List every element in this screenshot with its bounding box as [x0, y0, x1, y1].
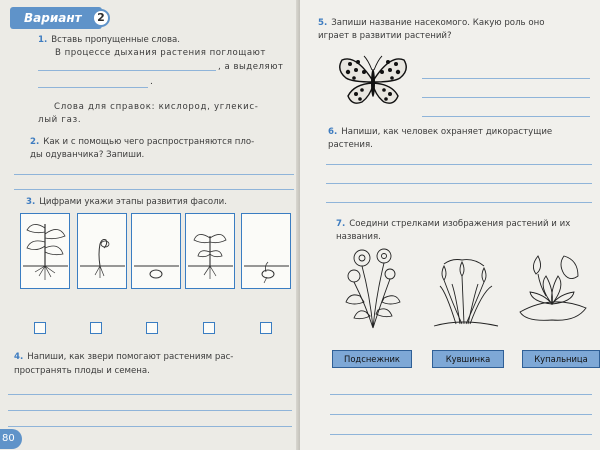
q2-answer-line-1[interactable] — [14, 174, 294, 175]
q4-text-2: пространять плоды и семена. — [14, 366, 150, 376]
right-answer-line-2[interactable] — [330, 414, 592, 415]
q2-answer-line-2[interactable] — [14, 189, 294, 190]
q7-number: 7. — [336, 219, 346, 229]
q5-text-2: играет в развитии растений? — [318, 31, 452, 41]
q6-text-1: Напиши, как человек охраняет дикорастущие — [341, 127, 553, 137]
q2-text-2: ды одуванчика? Запиши. — [30, 150, 145, 160]
q1-answer-line-1[interactable] — [38, 70, 216, 71]
q5-answer-line-1[interactable] — [422, 78, 590, 79]
page-number: 80 — [0, 429, 22, 449]
q7-prompt — [336, 218, 570, 231]
q4-answer-line-1[interactable] — [8, 394, 292, 395]
q1-prompt — [38, 34, 180, 47]
q1-hint-line-1: Слова для справок: кислород, углекис- — [54, 102, 259, 112]
variant-number: 2 — [92, 9, 110, 27]
q4-answer-line-2[interactable] — [8, 410, 292, 411]
bean-germinating-seed-drawing — [242, 214, 292, 290]
q6-answer-line-1[interactable] — [326, 164, 592, 165]
q6-answer-line-2[interactable] — [326, 183, 592, 184]
q4-number: 4. — [14, 352, 24, 362]
bean-stage-1 — [20, 213, 70, 289]
q2-prompt — [30, 136, 254, 149]
bean-stage-2 — [77, 213, 127, 289]
q2-number: 2. — [30, 137, 40, 147]
q1-sentence: В процессе дыхания растения поглощают — [55, 48, 266, 58]
stage-5-number-box[interactable] — [260, 322, 272, 334]
q5-number: 5. — [318, 18, 328, 28]
bean-stage-3 — [131, 213, 181, 289]
q5-prompt — [318, 17, 545, 30]
q1-period: . — [150, 77, 153, 87]
q1-hint-line-2: лый газ. — [38, 115, 82, 125]
q5-text-1: Запиши название насекомого. Какую роль оно — [331, 18, 545, 28]
variant-badge — [10, 7, 102, 29]
butterfly-illustration — [336, 52, 410, 110]
q6-prompt — [328, 126, 552, 139]
q4-text-1: Напиши, как звери помогают растениям рас- — [27, 352, 234, 362]
stage-4-number-box[interactable] — [203, 322, 215, 334]
name-button-water-lily[interactable]: Кувшинка — [432, 350, 504, 368]
stage-1-number-box[interactable] — [34, 322, 46, 334]
bean-seed-drawing — [132, 214, 182, 290]
q3-prompt — [26, 196, 227, 209]
stage-3-number-box[interactable] — [146, 322, 158, 334]
q5-answer-line-3[interactable] — [422, 116, 590, 117]
bean-mature-plant-drawing — [21, 214, 71, 290]
q1-prompt-text: Вставь пропущенные слова. — [51, 35, 181, 45]
q1-answer-line-2[interactable] — [38, 87, 148, 88]
snowdrop-drawing — [432, 256, 502, 330]
right-answer-line-3[interactable] — [330, 434, 592, 435]
q6-text-2: растения. — [328, 140, 373, 150]
right-answer-line-1[interactable] — [330, 394, 592, 395]
q6-number: 6. — [328, 127, 338, 137]
q2-text-1: Как и с помощью чего распространяются пло- — [43, 137, 255, 147]
q1-number: 1. — [38, 35, 48, 45]
q7-text-1: Соедини стрелками изображения растений и их — [349, 219, 571, 229]
right-page — [300, 0, 600, 450]
stage-2-number-box[interactable] — [90, 322, 102, 334]
q5-answer-line-2[interactable] — [422, 97, 590, 98]
q4-prompt — [14, 351, 233, 364]
name-button-globeflower[interactable]: Купальница — [522, 350, 600, 368]
bean-young-plant-drawing — [186, 214, 236, 290]
q7-text-2: названия. — [336, 232, 381, 242]
bean-stage-5 — [241, 213, 291, 289]
bean-stage-4 — [185, 213, 235, 289]
q3-number: 3. — [26, 197, 36, 207]
name-button-snowdrop[interactable]: Подснежник — [332, 350, 412, 368]
bean-sprout-drawing — [78, 214, 128, 290]
q6-answer-line-3[interactable] — [326, 202, 592, 203]
q4-answer-line-3[interactable] — [8, 426, 292, 427]
water-lily-drawing — [516, 246, 588, 326]
globeflower-drawing — [340, 246, 406, 336]
q1-sentence-mid: , а выделяют — [218, 62, 284, 72]
q3-text: Цифрами укажи этапы развития фасоли. — [39, 197, 227, 207]
variant-label: Вариант — [24, 11, 82, 25]
